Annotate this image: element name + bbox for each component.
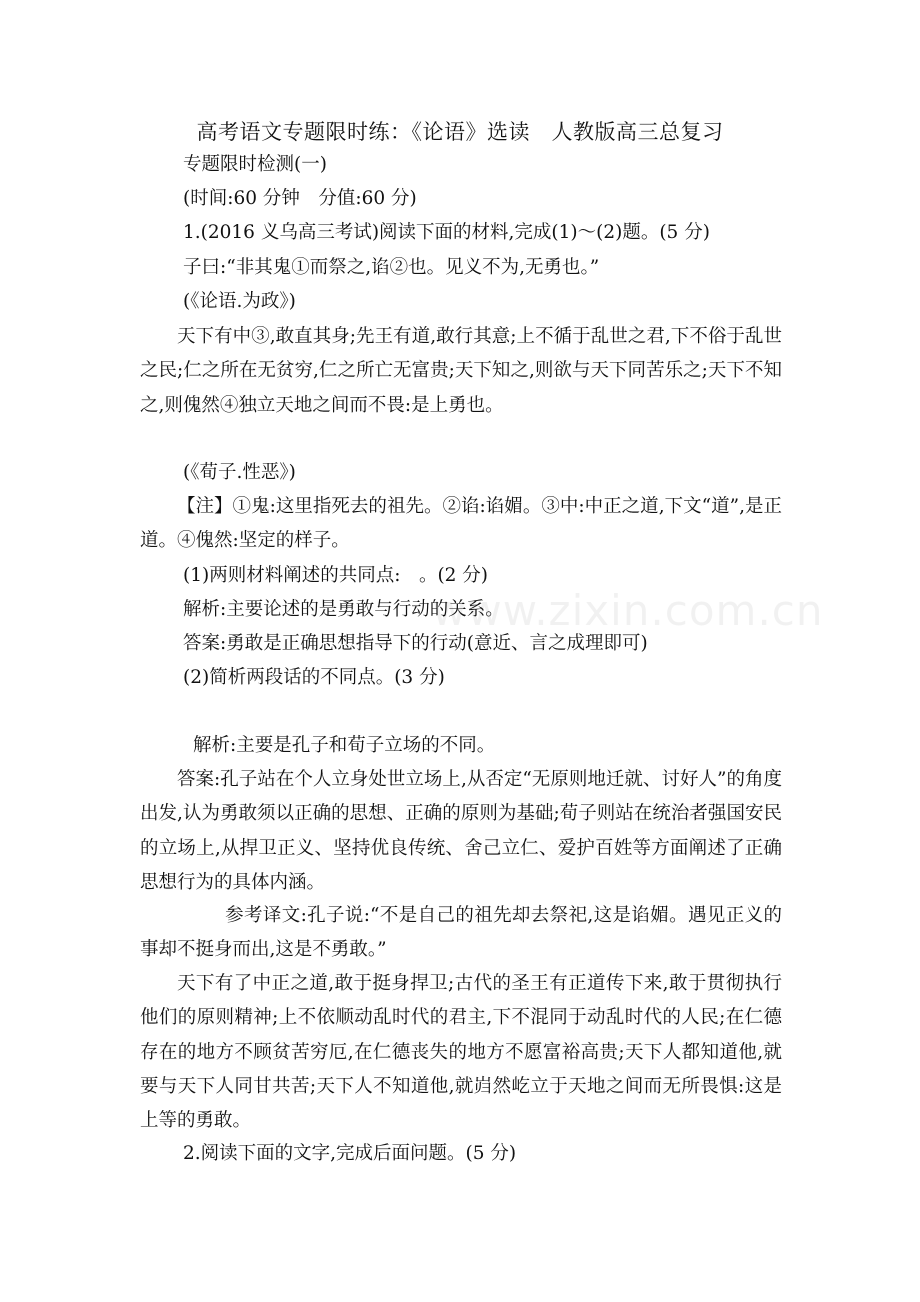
sub-question-2: (2)简析两段话的不同点。(3 分): [183, 667, 445, 688]
sub-question-1: (1)两则材料阐述的共同点: 。(2 分): [183, 565, 489, 586]
section-subtitle: 专题限时检测(一): [183, 154, 327, 175]
analysis-2: 解析:主要是孔子和荀子立场的不同。: [193, 735, 496, 756]
translation-confucius: 参考译文:孔子说:“不是自己的祖先却去祭祀,这是谄媚。遇见正义的事却不挺身而出,这是不勇敢。”: [140, 905, 782, 961]
source-xunzi: (《荀子.性恶》): [183, 462, 296, 483]
watermark: www.zixin.com.cn: [432, 586, 824, 635]
passage-xunzi: 天下有中③,敢直其身;先王有道,敢行其意;上不循于乱世之君,下不俗于乱世之民;仁之所在无贫穷,仁之所亡无富贵;天下知之,则欲与天下同苦乐之;天下不知之,则傀然④独立天地之间而不畏:是上勇也。: [140, 326, 782, 416]
question-2-stem: 2.阅读下面的文字,完成后面问题。(5 分): [183, 1143, 517, 1164]
answer-1: 答案:勇敢是正确思想指导下的行动(意近、言之成理即可): [183, 633, 648, 654]
document-title: 高考语文专题限时练：《论语》选读 人教版高三总复习: [196, 120, 724, 144]
analysis-1: 解析:主要论述的是勇敢与行动的关系。: [183, 599, 504, 620]
time-info: (时间:60 分钟 分值:60 分): [183, 188, 417, 209]
quote-confucius: 子曰:“非其鬼①而祭之,谄②也。见义不为,无勇也。”: [183, 257, 600, 278]
answer-2: 答案:孔子站在个人立身处世立场上,从否定“无原则地迁就、讨好人”的角度出发,认为勇敢须以正确的思想、正确的原则为基础;荀子则站在统治者强国安民的立场上,从捍卫正义、坚持优良传统、舍己立仁、爱护百姓等方面阐述了正确思想行为的具体内涵。: [140, 769, 782, 893]
source-lunyu: (《论语.为政》): [183, 291, 296, 312]
translation-xunzi: 天下有了中正之道,敢于挺身捍卫;古代的圣王有正道传下来,敢于贯彻执行他们的原则精神;上不依顺动乱时代的君主,下不混同于动乱时代的人民;在仁德存在的地方不顾贫苦穷厄,在仁德丧失的地方不愿富裕高贵;天下人都知道他,就要与天下人同甘共苦;天下人不知道他,就岿然屹立于天地之间而无所畏惧:这是上等的勇敢。: [140, 973, 782, 1132]
question-1-stem: 1.(2016 义乌高三考试)阅读下面的材料,完成(1)～(2)题。(5 分): [183, 222, 710, 243]
annotation-notes: 【注】①鬼:这里指死去的祖先。②谄:谄媚。③中:中正之道,下文“道”,是正道。④傀然:坚定的样子。: [140, 496, 782, 552]
